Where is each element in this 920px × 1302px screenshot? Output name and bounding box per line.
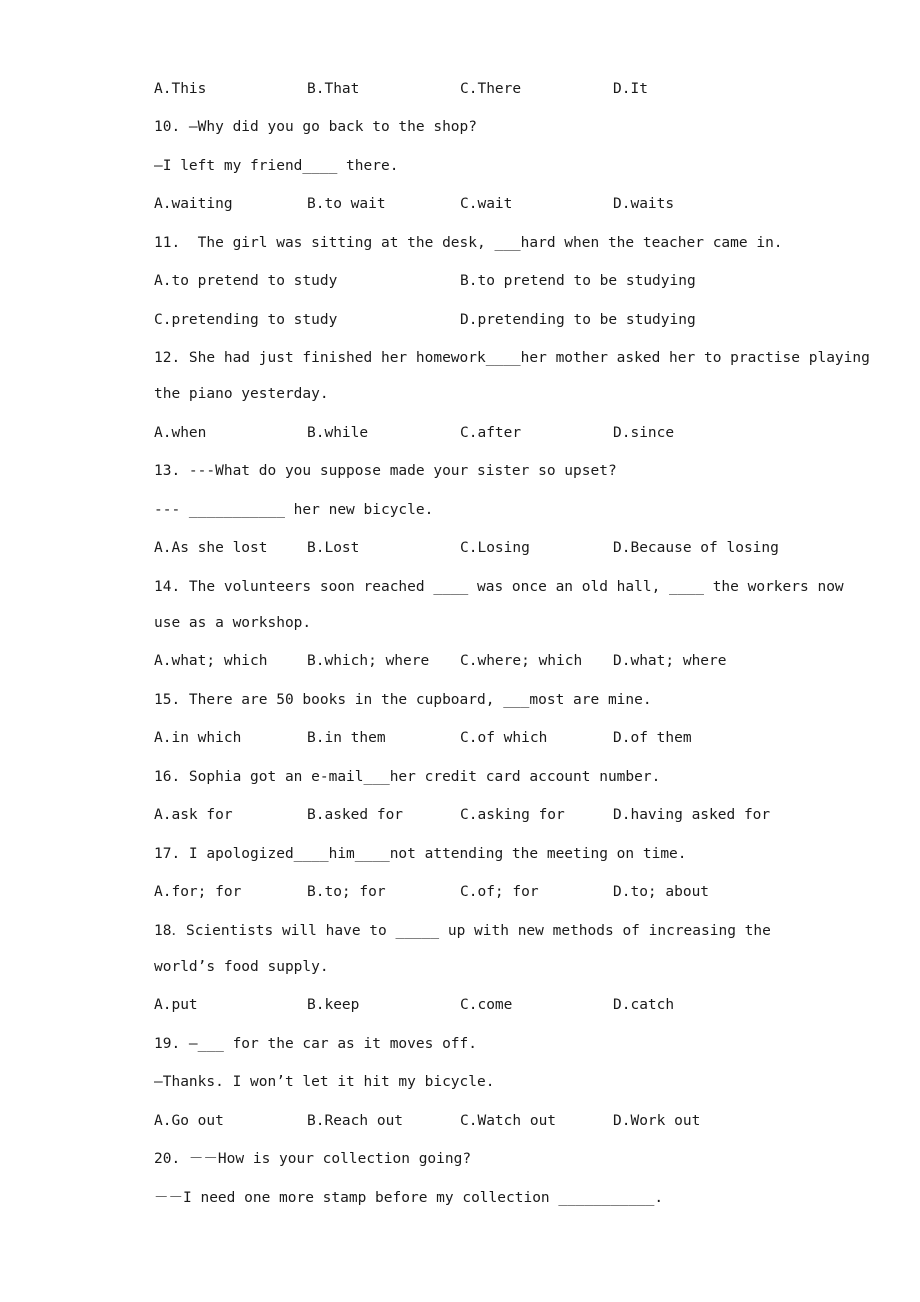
option-a: A.Go out <box>154 1113 224 1129</box>
option-c: C.of; for <box>460 884 539 900</box>
option-d: D.of them <box>613 730 692 746</box>
option-d: D.Work out <box>613 1113 701 1129</box>
option-d: D.having asked for <box>613 807 771 823</box>
option-c: C.pretending to study <box>154 312 338 328</box>
option-b: B.keep <box>307 997 360 1013</box>
question-line: —Thanks. I won’t let it hit my bicycle. <box>154 1074 495 1090</box>
option-c: C.wait <box>460 196 513 212</box>
option-d: D.to; about <box>613 884 710 900</box>
option-b: B.to wait <box>307 196 386 212</box>
question-stem: 19. —___ for the car as it moves off. <box>154 1036 478 1052</box>
question-stem: 10. —Why did you go back to the shop? <box>154 119 478 135</box>
option-b: B.to pretend to be studying <box>460 273 696 289</box>
option-d: D.pretending to be studying <box>460 312 696 328</box>
option-a: A.when <box>154 425 207 441</box>
option-a: A.for; for <box>154 884 242 900</box>
question-line: world’s food supply. <box>154 959 329 975</box>
option-c: C.asking for <box>460 807 565 823</box>
option-c: C.after <box>460 425 522 441</box>
option-d: D.It <box>613 81 648 97</box>
option-b: B.to; for <box>307 884 386 900</box>
question-line: —I left my friend____ there. <box>154 158 399 174</box>
question-stem: 13. ---What do you suppose made your sister so upset? <box>154 463 617 479</box>
option-c: C.where; which <box>460 653 583 669</box>
option-b: B.Reach out <box>307 1113 404 1129</box>
question-stem: 20. －－How is your collection going? <box>154 1151 472 1167</box>
option-a: A.what; which <box>154 653 268 669</box>
option-b: B.while <box>307 425 369 441</box>
option-d: D.since <box>613 425 675 441</box>
question-line: use as a workshop. <box>154 615 312 631</box>
option-a: A.As she lost <box>154 540 268 556</box>
option-c: C.Watch out <box>460 1113 557 1129</box>
option-d: D.waits <box>613 196 675 212</box>
question-line: the piano yesterday. <box>154 386 329 402</box>
option-a: A.to pretend to study <box>154 273 338 289</box>
option-a: A.in which <box>154 730 242 746</box>
option-b: B.which; where <box>307 653 430 669</box>
option-b: B.That <box>307 81 360 97</box>
question-stem: 16. Sophia got an e-mail___her credit card account number. <box>154 769 661 785</box>
option-a: A.This <box>154 81 207 97</box>
question-stem: 14. The volunteers soon reached ____ was once an old hall, ____ the workers now <box>154 579 844 595</box>
option-c: C.of which <box>460 730 548 746</box>
question-line: －－I need one more stamp before my collection ___________. <box>154 1190 664 1206</box>
option-d: D.catch <box>613 997 675 1013</box>
question-stem: 18．Scientists will have to _____ up with new methods of increasing the <box>154 923 771 939</box>
option-a: A.waiting <box>154 196 233 212</box>
question-stem: 11. The girl was sitting at the desk, ___hard when the teacher came in. <box>154 235 783 251</box>
option-d: D.what; where <box>613 653 727 669</box>
option-b: B.in them <box>307 730 386 746</box>
option-c: C.come <box>460 997 513 1013</box>
question-stem: 17. I apologized____him____not attending the meeting on time. <box>154 846 687 862</box>
option-a: A.put <box>154 997 198 1013</box>
option-c: C.There <box>460 81 522 97</box>
option-b: B.Lost <box>307 540 360 556</box>
option-d: D.Because of losing <box>613 540 779 556</box>
question-line: --- ___________ her new bicycle. <box>154 502 434 518</box>
question-stem: 12. She had just finished her homework____her mother asked her to practise playing <box>154 350 870 366</box>
option-c: C.Losing <box>460 540 530 556</box>
option-a: A.ask for <box>154 807 233 823</box>
option-b: B.asked for <box>307 807 404 823</box>
question-stem: 15. There are 50 books in the cupboard, ___most are mine. <box>154 692 652 708</box>
